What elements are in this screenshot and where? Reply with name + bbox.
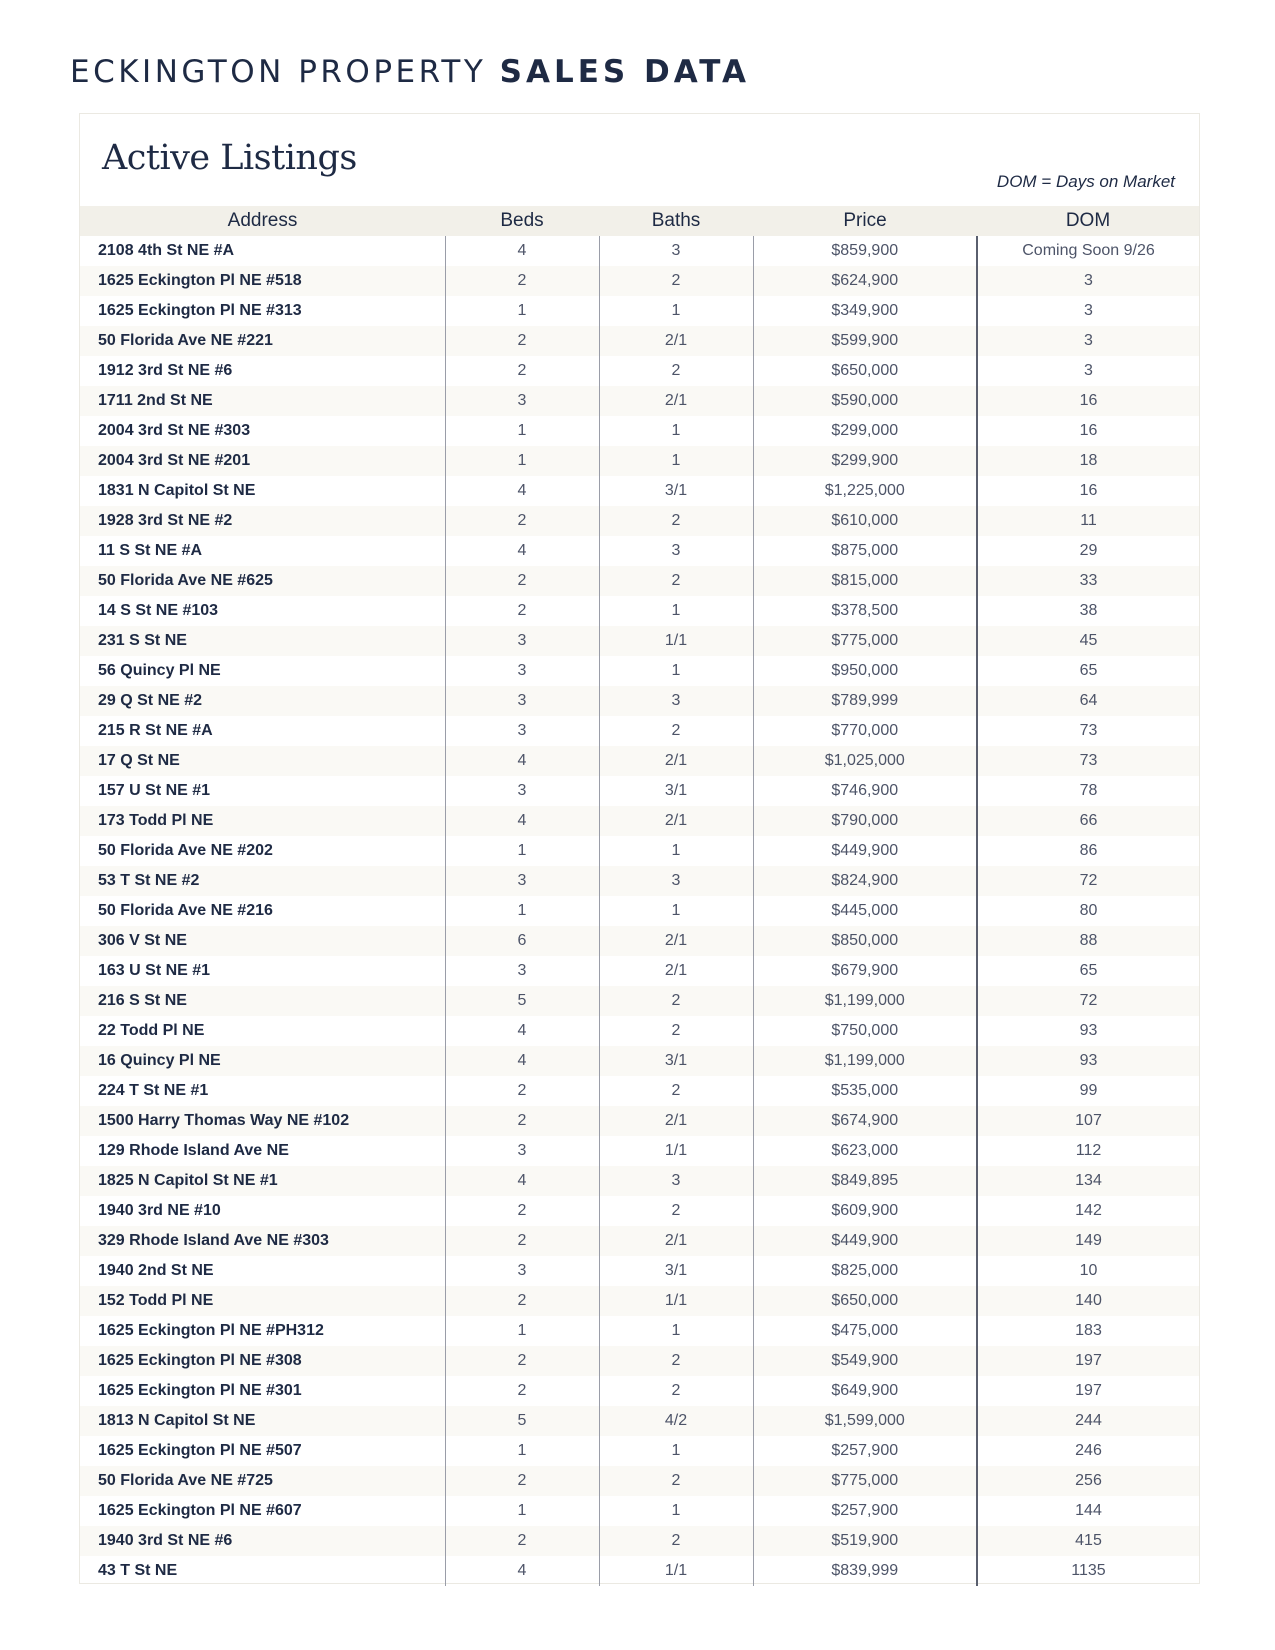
cell-baths: 2: [599, 1076, 753, 1106]
table-row: [80, 476, 1199, 506]
cell-dom: 86: [977, 836, 1199, 866]
cell-price: $790,000: [753, 806, 977, 836]
cell-baths: 2: [599, 566, 753, 596]
active-listings-card: [79, 113, 1200, 1584]
cell-dom: 3: [977, 266, 1199, 296]
cell-address: 29 Q St NE #2: [98, 692, 203, 709]
cell-dom: 72: [977, 986, 1199, 1016]
cell-address: 1625 Eckington Pl NE #313: [98, 302, 302, 319]
cell-baths: 3/1: [599, 1046, 753, 1076]
cell-address: 1625 Eckington Pl NE #518: [98, 272, 302, 289]
cell-dom: 16: [977, 386, 1199, 416]
cell-beds: 4: [445, 476, 599, 506]
table-row: [80, 1106, 1199, 1136]
column-header-address: Address: [227, 210, 298, 231]
cell-address: 1625 Eckington Pl NE #301: [98, 1382, 302, 1399]
cell-beds: 1: [445, 296, 599, 326]
cell-beds: 2: [445, 1196, 599, 1226]
cell-price: $610,000: [753, 506, 977, 536]
cell-address: 2004 3rd St NE #303: [98, 422, 251, 439]
cell-baths: 3/1: [599, 1256, 753, 1286]
cell-price: $825,000: [753, 1256, 977, 1286]
cell-address: 1940 2nd St NE: [98, 1262, 214, 1279]
cell-beds: 1: [445, 1496, 599, 1526]
cell-dom: 134: [977, 1166, 1199, 1196]
cell-beds: 4: [445, 1046, 599, 1076]
cell-baths: 1: [599, 1436, 753, 1466]
cell-address: 1813 N Capitol St NE: [98, 1412, 256, 1429]
cell-dom: 38: [977, 596, 1199, 626]
table-row: [80, 656, 1199, 686]
cell-dom: 80: [977, 896, 1199, 926]
column-header-baths: Baths: [651, 210, 701, 231]
cell-beds: 1: [445, 416, 599, 446]
cell-address: 1500 Harry Thomas Way NE #102: [98, 1112, 350, 1129]
table-row: [80, 806, 1199, 836]
cell-dom: 3: [977, 296, 1199, 326]
cell-beds: 4: [445, 236, 599, 266]
cell-dom: 73: [977, 716, 1199, 746]
cell-beds: 4: [445, 1016, 599, 1046]
cell-price: $299,000: [753, 416, 977, 446]
cell-price: $609,900: [753, 1196, 977, 1226]
cell-baths: 4/2: [599, 1406, 753, 1436]
cell-address: 22 Todd Pl NE: [98, 1022, 205, 1039]
table-row: [80, 1376, 1199, 1406]
cell-price: $679,900: [753, 956, 977, 986]
cell-price: $1,225,000: [753, 476, 977, 506]
cell-beds: 1: [445, 1436, 599, 1466]
cell-address: 56 Quincy Pl NE: [98, 662, 221, 679]
cell-dom: 107: [977, 1106, 1199, 1136]
cell-price: $649,900: [753, 1376, 977, 1406]
cell-beds: 4: [445, 1556, 599, 1586]
cell-price: $650,000: [753, 1286, 977, 1316]
cell-address: 11 S St NE #A: [98, 542, 203, 559]
table-row: [80, 506, 1199, 536]
cell-address: 1625 Eckington Pl NE #507: [98, 1442, 302, 1459]
cell-dom: 415: [977, 1526, 1199, 1556]
dom-legend: DOM = Days on Market: [996, 172, 1175, 191]
cell-beds: 2: [445, 1526, 599, 1556]
cell-address: 306 V St NE: [98, 932, 187, 949]
table-row: [80, 686, 1199, 716]
cell-price: $1,599,000: [753, 1406, 977, 1436]
cell-baths: 2: [599, 266, 753, 296]
cell-baths: 2/1: [599, 326, 753, 356]
table-row: [80, 356, 1199, 386]
cell-beds: 5: [445, 986, 599, 1016]
table-row: [80, 896, 1199, 926]
cell-dom: 10: [977, 1256, 1199, 1286]
cell-address: 215 R St NE #A: [98, 722, 213, 739]
cell-dom: Coming Soon 9/26: [977, 236, 1199, 266]
cell-baths: 2: [599, 1346, 753, 1376]
cell-baths: 1: [599, 896, 753, 926]
section-title: Active Listings: [102, 138, 357, 178]
cell-address: 231 S St NE: [98, 632, 187, 649]
cell-address: 1831 N Capitol St NE: [98, 482, 256, 499]
cell-baths: 2: [599, 1016, 753, 1046]
cell-price: $623,000: [753, 1136, 977, 1166]
table-row: [80, 416, 1199, 446]
table-body: [80, 236, 1199, 1586]
cell-address: 50 Florida Ave NE #725: [98, 1472, 273, 1489]
table-row: [80, 1466, 1199, 1496]
table-row: [80, 1556, 1199, 1586]
cell-baths: 2/1: [599, 1226, 753, 1256]
table-row: [80, 386, 1199, 416]
cell-price: $1,025,000: [753, 746, 977, 776]
table-row: [80, 1436, 1199, 1466]
cell-baths: 1/1: [599, 1556, 753, 1586]
table-row: [80, 1406, 1199, 1436]
cell-dom: 144: [977, 1496, 1199, 1526]
cell-dom: 73: [977, 746, 1199, 776]
cell-price: $445,000: [753, 896, 977, 926]
listings-table: [80, 206, 1199, 1586]
cell-price: $875,000: [753, 536, 977, 566]
cell-baths: 2/1: [599, 1106, 753, 1136]
table-row: [80, 776, 1199, 806]
cell-address: 1625 Eckington Pl NE #PH312: [98, 1322, 324, 1339]
cell-address: 224 T St NE #1: [98, 1082, 209, 1099]
cell-beds: 3: [445, 866, 599, 896]
cell-address: 53 T St NE #2: [98, 872, 200, 889]
cell-baths: 1/1: [599, 1286, 753, 1316]
cell-price: $770,000: [753, 716, 977, 746]
cell-baths: 2: [599, 1376, 753, 1406]
cell-address: 2108 4th St NE #A: [98, 242, 235, 259]
cell-dom: 183: [977, 1316, 1199, 1346]
table-row: [80, 1196, 1199, 1226]
cell-dom: 11: [977, 506, 1199, 536]
cell-address: 1940 3rd St NE #6: [98, 1532, 233, 1549]
cell-price: $535,000: [753, 1076, 977, 1106]
cell-dom: 197: [977, 1346, 1199, 1376]
cell-baths: 2: [599, 356, 753, 386]
cell-baths: 2: [599, 1526, 753, 1556]
cell-dom: 256: [977, 1466, 1199, 1496]
cell-baths: 1: [599, 1496, 753, 1526]
cell-dom: 18: [977, 446, 1199, 476]
cell-price: $824,900: [753, 866, 977, 896]
table-row: [80, 1346, 1199, 1376]
cell-baths: 2: [599, 986, 753, 1016]
cell-address: 329 Rhode Island Ave NE #303: [98, 1232, 329, 1249]
cell-baths: 2/1: [599, 926, 753, 956]
cell-beds: 2: [445, 326, 599, 356]
cell-dom: 64: [977, 686, 1199, 716]
cell-address: 17 Q St NE: [98, 752, 180, 769]
cell-price: $815,000: [753, 566, 977, 596]
cell-address: 163 U St NE #1: [98, 962, 211, 979]
cell-baths: 3: [599, 1166, 753, 1196]
cell-dom: 33: [977, 566, 1199, 596]
cell-price: $299,900: [753, 446, 977, 476]
cell-address: 1928 3rd St NE #2: [98, 512, 233, 529]
table-row: [80, 1496, 1199, 1526]
cell-price: $449,900: [753, 1226, 977, 1256]
cell-baths: 3: [599, 686, 753, 716]
cell-price: $590,000: [753, 386, 977, 416]
cell-dom: 112: [977, 1136, 1199, 1166]
table-row: [80, 1226, 1199, 1256]
cell-dom: 66: [977, 806, 1199, 836]
cell-dom: 16: [977, 416, 1199, 446]
cell-dom: 45: [977, 626, 1199, 656]
table-row: [80, 626, 1199, 656]
cell-price: $674,900: [753, 1106, 977, 1136]
cell-baths: 2/1: [599, 746, 753, 776]
cell-baths: 1: [599, 656, 753, 686]
cell-address: 50 Florida Ave NE #221: [98, 332, 273, 349]
cell-baths: 2: [599, 716, 753, 746]
cell-baths: 3/1: [599, 476, 753, 506]
cell-dom: 99: [977, 1076, 1199, 1106]
cell-baths: 1: [599, 416, 753, 446]
cell-baths: 2/1: [599, 806, 753, 836]
cell-price: $1,199,000: [753, 986, 977, 1016]
column-header-beds: Beds: [500, 210, 544, 231]
table-row: [80, 1046, 1199, 1076]
table-row: [80, 446, 1199, 476]
cell-beds: 3: [445, 656, 599, 686]
cell-address: 173 Todd Pl NE: [98, 812, 214, 829]
cell-price: $599,900: [753, 326, 977, 356]
cell-beds: 3: [445, 626, 599, 656]
cell-baths: 1: [599, 836, 753, 866]
cell-baths: 1: [599, 596, 753, 626]
column-header-dom: DOM: [1065, 210, 1111, 231]
table-row: [80, 1136, 1199, 1166]
cell-price: $378,500: [753, 596, 977, 626]
cell-baths: 3/1: [599, 776, 753, 806]
cell-beds: 1: [445, 896, 599, 926]
cell-price: $624,900: [753, 266, 977, 296]
table-row: [80, 836, 1199, 866]
cell-dom: 149: [977, 1226, 1199, 1256]
cell-address: 1825 N Capitol St NE #1: [98, 1172, 278, 1189]
cell-dom: 65: [977, 956, 1199, 986]
cell-dom: 78: [977, 776, 1199, 806]
table-row: [80, 1286, 1199, 1316]
cell-price: $1,199,000: [753, 1046, 977, 1076]
table-header-row: [80, 206, 1199, 236]
cell-beds: 2: [445, 1076, 599, 1106]
page-title-light: ECKINGTON PROPERTY: [70, 54, 487, 90]
cell-baths: 1/1: [599, 626, 753, 656]
cell-baths: 2/1: [599, 386, 753, 416]
cell-address: 43 T St NE: [98, 1562, 178, 1579]
cell-address: 50 Florida Ave NE #216: [98, 902, 273, 919]
cell-beds: 3: [445, 1256, 599, 1286]
cell-beds: 3: [445, 1136, 599, 1166]
cell-address: 1711 2nd St NE: [98, 392, 213, 409]
cell-dom: 72: [977, 866, 1199, 896]
cell-beds: 2: [445, 566, 599, 596]
cell-price: $775,000: [753, 1466, 977, 1496]
cell-address: 157 U St NE #1: [98, 782, 211, 799]
cell-price: $859,900: [753, 236, 977, 266]
cell-beds: 3: [445, 956, 599, 986]
page-title-bold: SALES DATA: [499, 54, 751, 90]
table-row: [80, 986, 1199, 1016]
cell-address: 50 Florida Ave NE #625: [98, 572, 273, 589]
cell-dom: 3: [977, 356, 1199, 386]
cell-dom: 16: [977, 476, 1199, 506]
table-row: [80, 236, 1199, 266]
cell-address: 2004 3rd St NE #201: [98, 452, 251, 469]
cell-price: $750,000: [753, 1016, 977, 1046]
cell-beds: 3: [445, 686, 599, 716]
cell-dom: 3: [977, 326, 1199, 356]
cell-address: 1625 Eckington Pl NE #308: [98, 1352, 302, 1369]
cell-dom: 140: [977, 1286, 1199, 1316]
cell-dom: 246: [977, 1436, 1199, 1466]
cell-beds: 2: [445, 596, 599, 626]
cell-price: $849,895: [753, 1166, 977, 1196]
cell-beds: 4: [445, 1166, 599, 1196]
cell-baths: 2: [599, 506, 753, 536]
table-row: [80, 926, 1199, 956]
table-row: [80, 326, 1199, 356]
cell-beds: 2: [445, 266, 599, 296]
cell-baths: 1/1: [599, 1136, 753, 1166]
cell-address: 129 Rhode Island Ave NE: [98, 1142, 289, 1159]
cell-beds: 2: [445, 1106, 599, 1136]
cell-beds: 1: [445, 836, 599, 866]
cell-beds: 5: [445, 1406, 599, 1436]
cell-beds: 1: [445, 446, 599, 476]
cell-dom: 93: [977, 1016, 1199, 1046]
cell-dom: 88: [977, 926, 1199, 956]
cell-beds: 6: [445, 926, 599, 956]
table-row: [80, 536, 1199, 566]
cell-baths: 3: [599, 866, 753, 896]
cell-dom: 1135: [977, 1556, 1199, 1586]
table-row: [80, 746, 1199, 776]
cell-beds: 2: [445, 1466, 599, 1496]
table-row: [80, 1016, 1199, 1046]
cell-address: 216 S St NE: [98, 992, 187, 1009]
cell-baths: 2: [599, 1196, 753, 1226]
cell-price: $549,900: [753, 1346, 977, 1376]
table-row: [80, 716, 1199, 746]
cell-address: 14 S St NE #103: [98, 602, 219, 619]
cell-beds: 2: [445, 1286, 599, 1316]
cell-price: $257,900: [753, 1436, 977, 1466]
cell-baths: 2: [599, 1466, 753, 1496]
table-row: [80, 1316, 1199, 1346]
cell-baths: 2/1: [599, 956, 753, 986]
table-row: [80, 956, 1199, 986]
cell-dom: 29: [977, 536, 1199, 566]
cell-price: $349,900: [753, 296, 977, 326]
cell-address: 16 Quincy Pl NE: [98, 1052, 221, 1069]
cell-baths: 3: [599, 536, 753, 566]
cell-baths: 1: [599, 446, 753, 476]
cell-price: $746,900: [753, 776, 977, 806]
column-header-price: Price: [843, 210, 887, 231]
cell-beds: 2: [445, 356, 599, 386]
page-title: [70, 54, 750, 90]
table-row: [80, 566, 1199, 596]
cell-beds: 4: [445, 746, 599, 776]
table-row: [80, 1256, 1199, 1286]
cell-beds: 3: [445, 716, 599, 746]
cell-baths: 1: [599, 296, 753, 326]
cell-beds: 2: [445, 1376, 599, 1406]
cell-address: 152 Todd Pl NE: [98, 1292, 214, 1309]
cell-price: $257,900: [753, 1496, 977, 1526]
cell-beds: 4: [445, 536, 599, 566]
cell-beds: 3: [445, 776, 599, 806]
cell-dom: 197: [977, 1376, 1199, 1406]
cell-price: $950,000: [753, 656, 977, 686]
cell-price: $519,900: [753, 1526, 977, 1556]
cell-price: $650,000: [753, 356, 977, 386]
cell-beds: 3: [445, 386, 599, 416]
table-row: [80, 266, 1199, 296]
cell-beds: 1: [445, 1316, 599, 1346]
cell-address: 50 Florida Ave NE #202: [98, 842, 273, 859]
table-row: [80, 1526, 1199, 1556]
cell-dom: 65: [977, 656, 1199, 686]
cell-beds: 2: [445, 1226, 599, 1256]
cell-baths: 1: [599, 1316, 753, 1346]
table-row: [80, 1076, 1199, 1106]
cell-price: $789,999: [753, 686, 977, 716]
cell-dom: 93: [977, 1046, 1199, 1076]
cell-price: $850,000: [753, 926, 977, 956]
cell-beds: 2: [445, 1346, 599, 1376]
cell-price: $839,999: [753, 1556, 977, 1586]
cell-dom: 244: [977, 1406, 1199, 1436]
cell-baths: 3: [599, 236, 753, 266]
table-row: [80, 296, 1199, 326]
cell-dom: 142: [977, 1196, 1199, 1226]
table-row: [80, 1166, 1199, 1196]
cell-price: $775,000: [753, 626, 977, 656]
cell-beds: 2: [445, 506, 599, 536]
cell-address: 1912 3rd St NE #6: [98, 362, 233, 379]
cell-address: 1940 3rd NE #10: [98, 1202, 221, 1219]
cell-price: $475,000: [753, 1316, 977, 1346]
table-row: [80, 866, 1199, 896]
table-row: [80, 596, 1199, 626]
cell-address: 1625 Eckington Pl NE #607: [98, 1502, 302, 1519]
cell-beds: 4: [445, 806, 599, 836]
cell-price: $449,900: [753, 836, 977, 866]
